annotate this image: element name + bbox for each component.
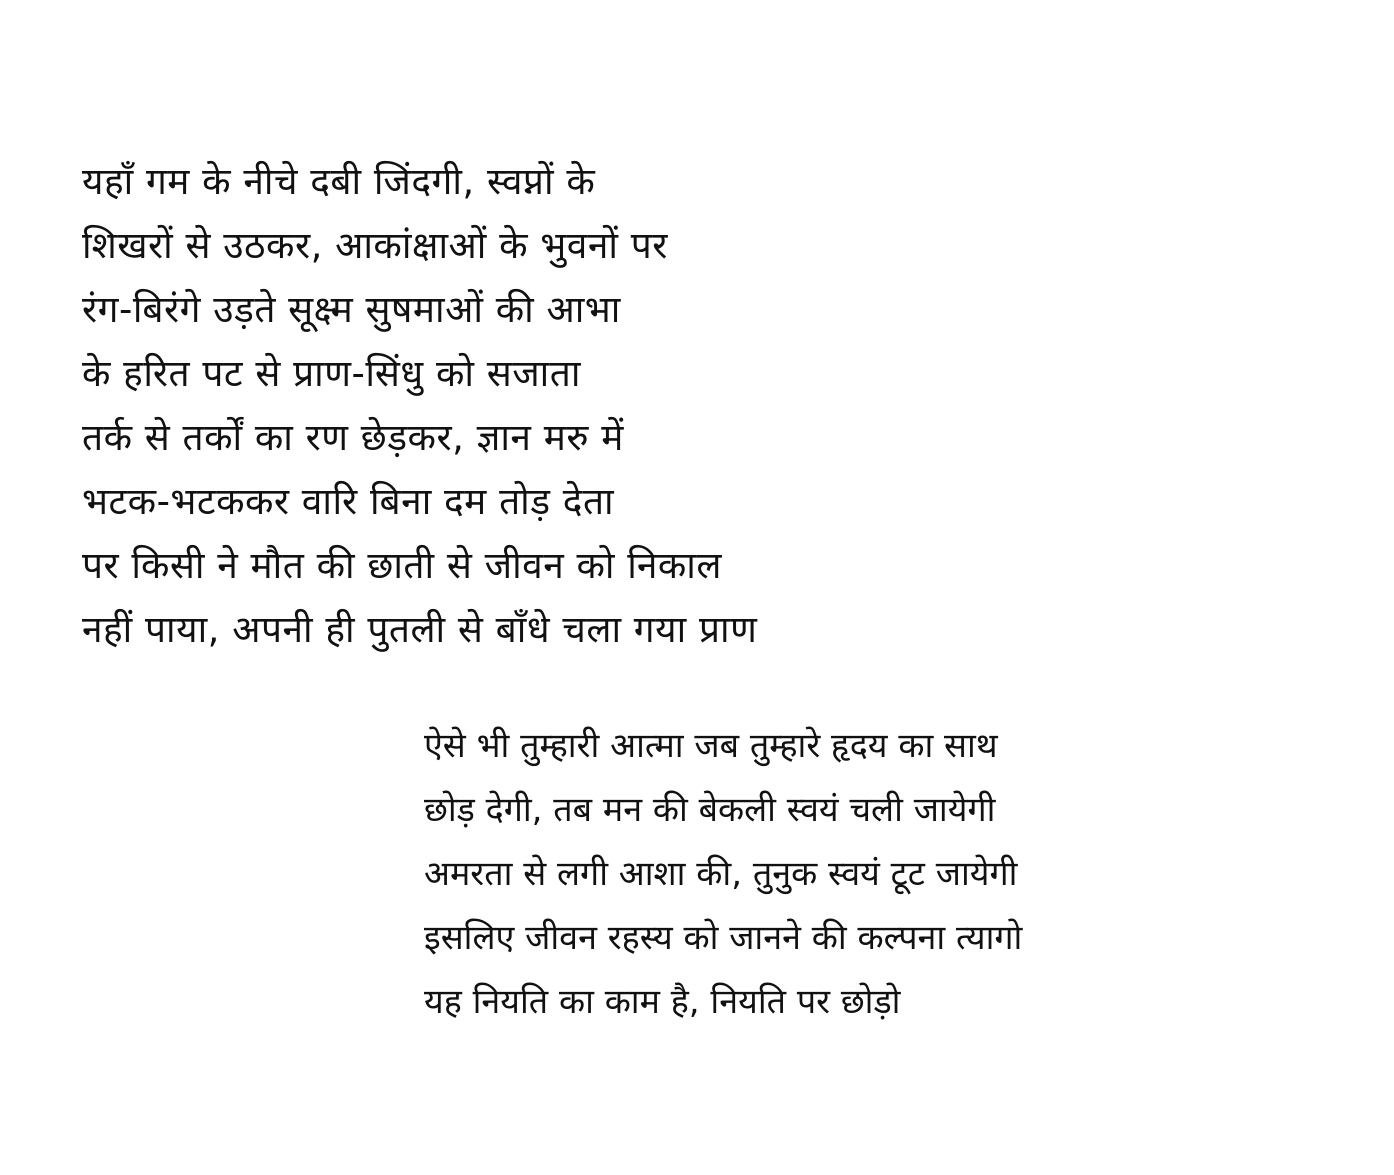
poem-line: तर्क से तर्कों का रण छेड़कर, ज्ञान मरु में (82, 416, 624, 459)
poem-line: शिखरों से उठकर, आकांक्षाओं के भुवनों पर (82, 224, 668, 267)
poem-line: यह नियति का काम है, नियति पर छोड़ो (424, 982, 901, 1022)
poem-line: अमरता से लगी आशा की, तुनुक स्वयं टूट जायेगी (424, 854, 1018, 894)
poem-line: ऐसे भी तुम्हारी आत्मा जब तुम्हारे हृदय का साथ (424, 726, 998, 766)
stanza-1 (82, 150, 852, 662)
poem-line: रंग-बिरंगे उड़ते सूक्ष्म सुषमाओं की आभा (82, 288, 621, 331)
stanza-2 (424, 714, 1134, 1034)
poem-line: इसलिए जीवन रहस्य को जानने की कल्पना त्यागो (424, 918, 1023, 958)
poem-line: के हरित पट से प्राण-सिंधु को सजाता (82, 352, 581, 395)
poem-line: पर किसी ने मौत की छाती से जीवन को निकाल (82, 544, 722, 587)
poem-line: नहीं पाया, अपनी ही पुतली से बाँधे चला गया प्राण (82, 608, 758, 651)
poem-line: भटक-भटककर वारि बिना दम तोड़ देता (82, 480, 615, 523)
poem-line: यहाँ गम के नीचे दबी जिंदगी, स्वप्नों के (82, 160, 596, 203)
poem-line: छोड़ देगी, तब मन की बेकली स्वयं चली जायेगी (424, 790, 996, 830)
